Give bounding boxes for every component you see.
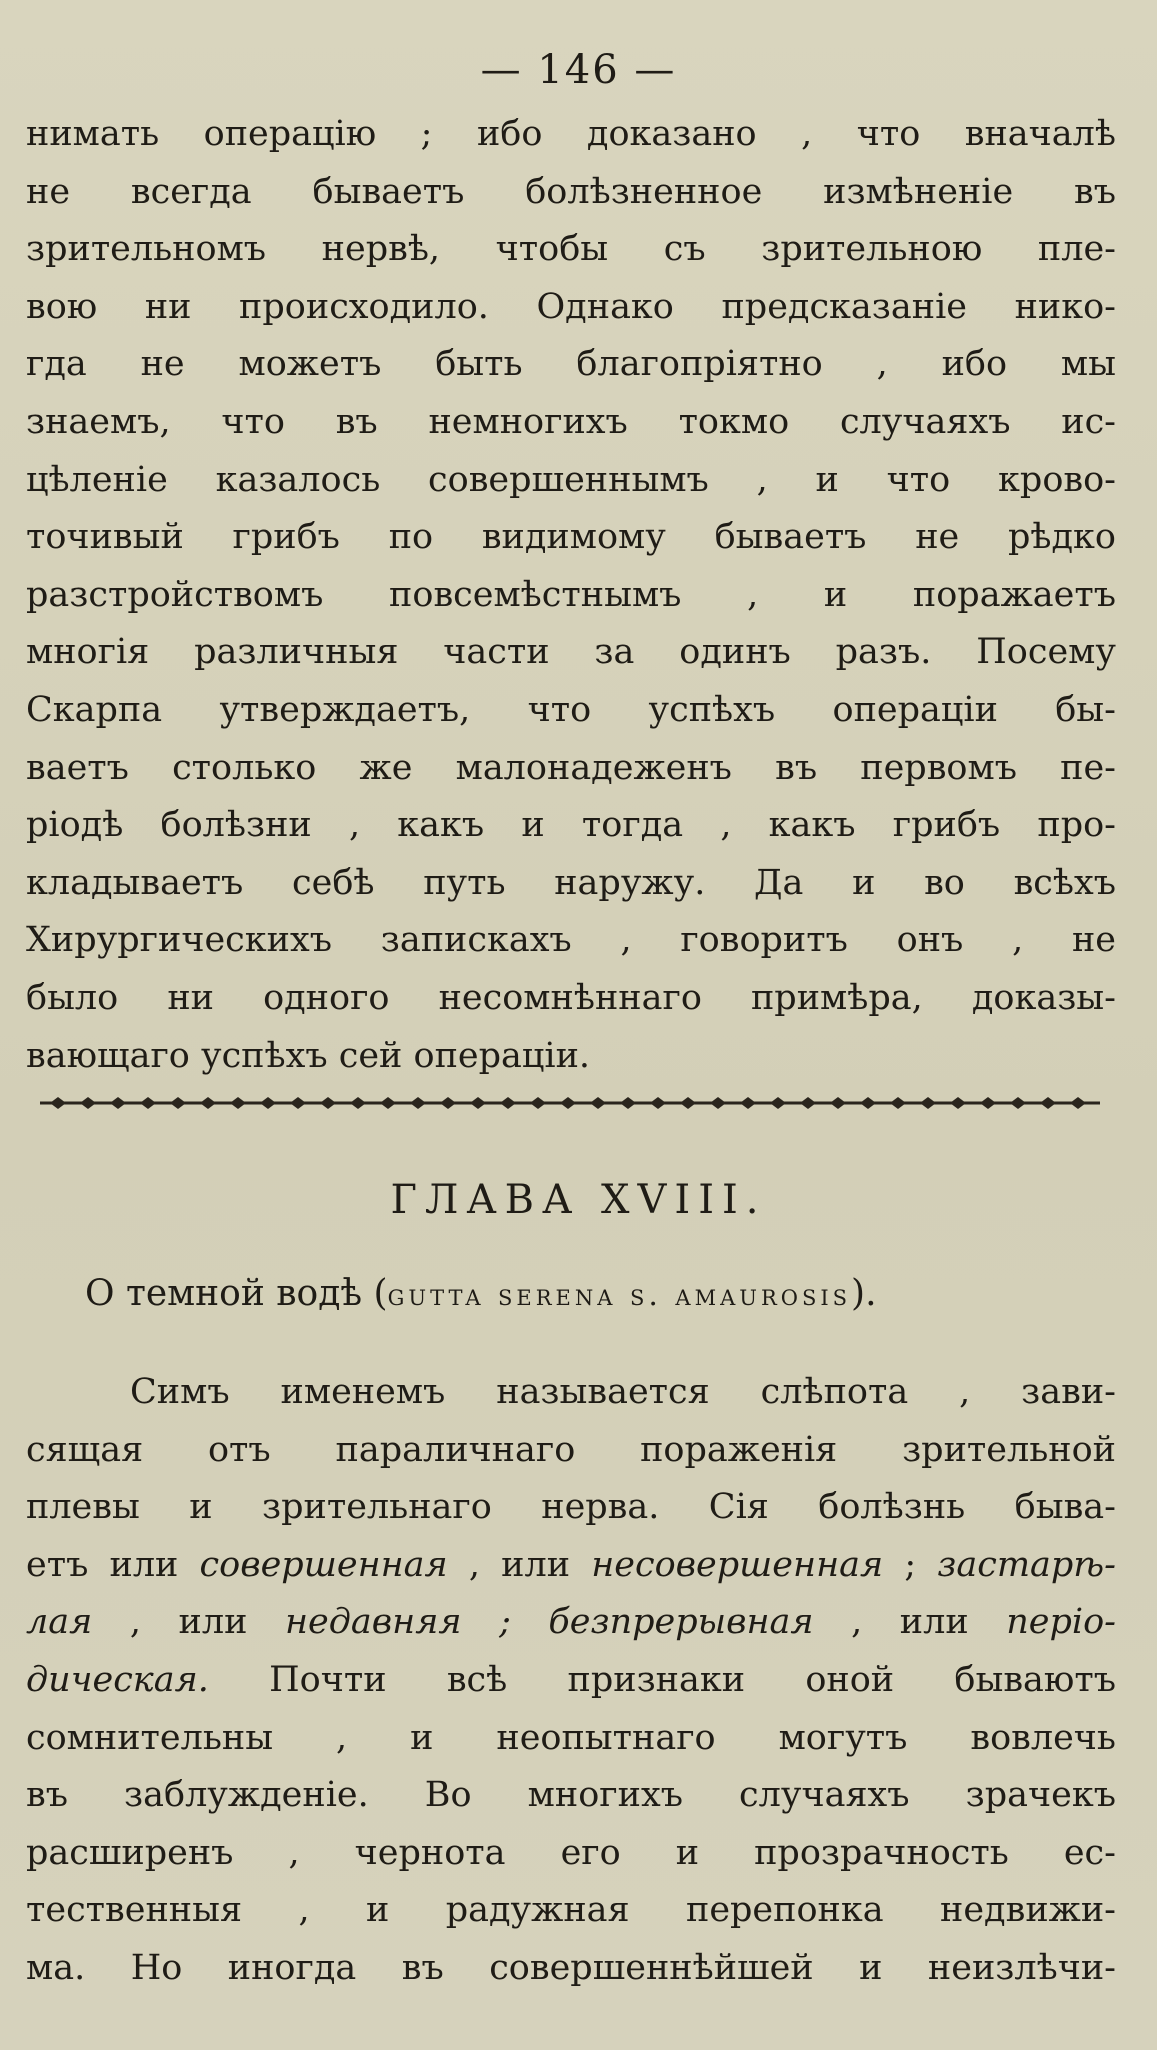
text-span: ; bbox=[883, 1544, 938, 1585]
italic-term: застарѣ- bbox=[937, 1544, 1116, 1585]
text-line: разстройствомъ повсемѣстнымъ , и поражаетъ bbox=[26, 574, 1116, 615]
text-line: вою ни происходило. Однако предсказаніе нико- bbox=[26, 286, 1116, 327]
text-line: цѣленіе казалось совершеннымъ , и что крово- bbox=[26, 459, 1116, 500]
text-line: Скарпа утверждаетъ, что успѣхъ операціи бы- bbox=[26, 689, 1116, 730]
text-line: въ заблужденіе. Во многихъ случаяхъ зрачекъ bbox=[26, 1775, 1116, 1816]
text-line: сомнительны , и неопытнаго могутъ вовлечь bbox=[26, 1717, 1116, 1758]
text-line: плевы и зрительнаго нерва. Сія болѣзнь быва- bbox=[26, 1487, 1116, 1528]
text-line: вающаго успѣхъ сей операціи. bbox=[26, 1035, 591, 1076]
text-line: не всегда бываетъ болѣзненное измѣненіе въ bbox=[26, 171, 1116, 212]
text-line: ваетъ столько же малонадеженъ въ первомъ пе- bbox=[26, 747, 1116, 788]
text-line: знаемъ, что въ немногихъ токмо случаяхъ ис- bbox=[26, 401, 1116, 442]
section-title-close: ). bbox=[851, 1273, 877, 1314]
text-line: ма. Но иногда въ совершеннѣйшей и неизлѣчи- bbox=[26, 1947, 1116, 1988]
section-title-latin: gutta serena s. amaurosis bbox=[387, 1278, 852, 1313]
text-line: было ни одного несомнѣннаго примѣра, доказы- bbox=[26, 977, 1116, 1018]
paragraph-operation-prognosis bbox=[26, 106, 1116, 1085]
text-line: расширенъ , чернота его и прозрачность ес- bbox=[26, 1832, 1116, 1873]
italic-term: лая bbox=[26, 1602, 93, 1643]
text-line: зрительномъ нервѣ, чтобы съ зрительною пле- bbox=[26, 229, 1116, 270]
text-line: точивый грибъ по видимому бываетъ не рѣдко bbox=[26, 517, 1116, 558]
text-line: гда не можетъ быть благопріятно , ибо мы bbox=[26, 344, 1116, 385]
italic-term: несовершенная bbox=[591, 1544, 884, 1585]
text-line bbox=[26, 1594, 1116, 1652]
text-line: тественныя , и радужная перепонка недвижи- bbox=[26, 1890, 1116, 1931]
text-line bbox=[26, 1652, 1116, 1710]
text-line: нимать операцію ; ибо доказано , что вначалѣ bbox=[26, 114, 1116, 154]
text-line: многія различныя части за одинъ разъ. Посему bbox=[26, 632, 1116, 673]
text-span: Почти всѣ признаки оной бываютъ bbox=[208, 1659, 1116, 1700]
text-line: Симъ именемъ называется слѣпота , зави- bbox=[130, 1372, 1116, 1412]
page-number: — 146 — bbox=[480, 47, 677, 93]
text-line: Хирургическихъ запискахъ , говоритъ онъ , не bbox=[26, 920, 1116, 961]
ornamental-divider bbox=[40, 1088, 1100, 1118]
text-span: , или bbox=[813, 1602, 1007, 1643]
section-title-russian: О темной водѣ ( bbox=[85, 1273, 388, 1314]
text-line: кладываетъ себѣ путь наружу. Да и во всѣхъ bbox=[26, 862, 1116, 903]
italic-term: совершенная bbox=[199, 1544, 448, 1585]
text-line: ріодѣ болѣзни , какъ и тогда , какъ грибъ про- bbox=[26, 805, 1116, 846]
section-title bbox=[85, 1264, 1085, 1326]
text-line bbox=[26, 1537, 1116, 1595]
paragraph-amaurosis bbox=[26, 1364, 1116, 1998]
text-span: , или bbox=[92, 1602, 285, 1643]
italic-term: недавняя ; безпрерывная bbox=[284, 1602, 814, 1643]
chapter-title: ГЛАВА XVIII. bbox=[390, 1177, 767, 1223]
italic-term: дическая. bbox=[26, 1659, 209, 1700]
text-line: сящая отъ параличнаго пораженія зрительной bbox=[26, 1429, 1116, 1470]
italic-term: періо- bbox=[1006, 1602, 1116, 1643]
text-span: етъ или bbox=[26, 1544, 200, 1585]
text-span: , или bbox=[447, 1544, 592, 1585]
